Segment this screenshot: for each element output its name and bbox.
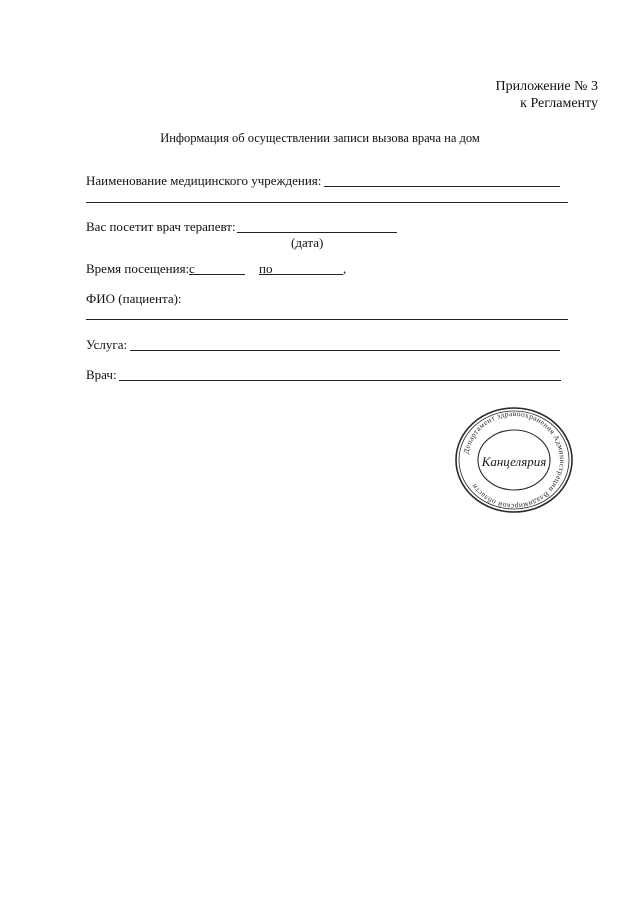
- visit-time-to: по: [259, 261, 273, 276]
- date-hint: (дата): [291, 235, 324, 250]
- patient-label: ФИО (пациента):: [86, 291, 182, 306]
- physician-label: Врач:: [86, 367, 117, 382]
- chancellery-stamp: [452, 406, 576, 514]
- institution-field-line: [324, 186, 560, 187]
- visit-time-label: Время посещения:: [86, 261, 190, 276]
- visit-time-comma: ,: [343, 261, 347, 276]
- stamp-center-text: Канцелярия: [481, 454, 547, 469]
- service-label: Услуга:: [86, 337, 128, 352]
- patient-field-line: [86, 319, 568, 320]
- stamp-ring-text: Департамент здравоохранения Администрации Владимирской области: [461, 408, 568, 512]
- appendix-reglament: к Регламенту: [520, 96, 598, 111]
- visit-time-from-line: [189, 274, 245, 275]
- visit-time-to-line: [259, 274, 343, 275]
- appendix-number: Приложение № 3: [495, 79, 598, 94]
- visit-time-from: с: [189, 261, 195, 276]
- institution-field-line-2: [86, 202, 568, 203]
- physician-field-line: [119, 380, 561, 381]
- doctor-field-line: [237, 232, 397, 233]
- document-title: Информация об осуществлении записи вызова врача на дом: [160, 131, 480, 145]
- institution-label: Наименование медицинского учреждения:: [86, 173, 322, 188]
- service-field-line: [130, 350, 560, 351]
- doctor-label: Вас посетит врач терапевт:: [86, 219, 236, 234]
